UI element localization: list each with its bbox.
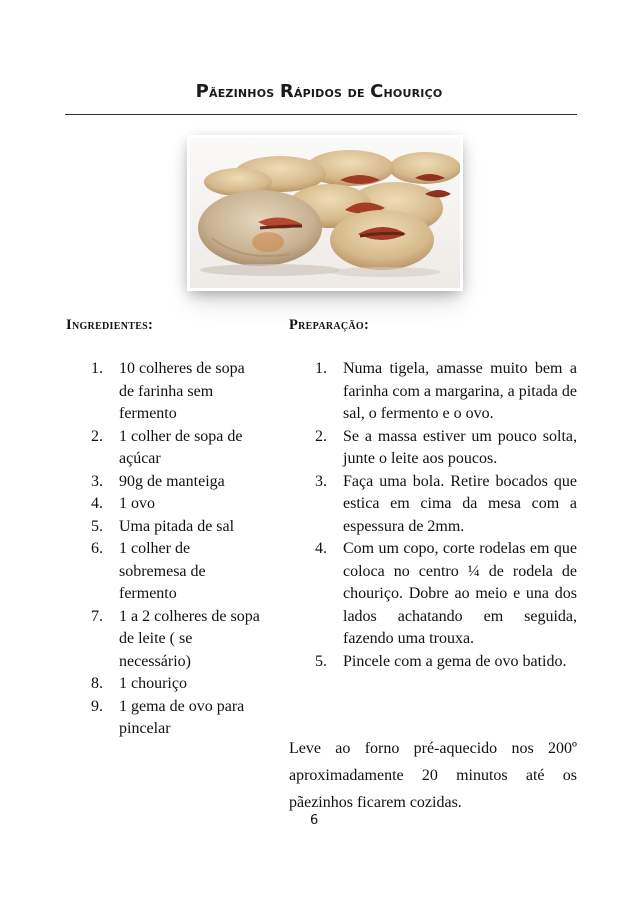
list-item (91, 471, 261, 494)
item-number: 2. (91, 427, 103, 445)
preparation-heading: Preparação: (289, 317, 370, 333)
list-item (91, 696, 261, 741)
list-item (91, 673, 261, 696)
step-text: Numa tigela, amasse muito bem a farinha com a margarina, a pitada de sal, o fermento e o ovo. (343, 360, 577, 422)
item-text: 1 a 2 colheres de sopa de leite ( se necessário) (119, 607, 260, 670)
item-text: Uma pitada de sal (119, 517, 235, 535)
list-item (315, 538, 577, 651)
ingredients-heading: Ingredientes: (66, 317, 154, 333)
item-text: 10 colheres de sopa de farinha sem fermento (119, 360, 245, 422)
list-item (315, 471, 577, 539)
item-text: 1 chouriço (119, 675, 187, 692)
item-number: 8. (91, 675, 103, 692)
list-item (315, 426, 577, 471)
item-number: 3. (91, 472, 103, 490)
step-number: 4. (315, 540, 327, 557)
bread-rolls-photo (190, 138, 460, 288)
page-title (0, 81, 638, 102)
item-number: 5. (91, 517, 103, 535)
list-item (315, 358, 577, 426)
item-number: 6. (91, 540, 103, 557)
title-initial: P (195, 81, 209, 102)
step-number: 1. (315, 360, 327, 377)
title-underline (65, 114, 577, 115)
title-word: de (347, 83, 365, 101)
step-text: Pincele com a gema de ovo batido. (343, 652, 567, 670)
list-item (91, 493, 261, 516)
title-initial: C (370, 81, 384, 102)
title-word: ápidos (293, 83, 343, 101)
step-number: 5. (315, 652, 327, 670)
ingredients-list (91, 358, 261, 741)
item-number: 9. (91, 697, 103, 715)
item-number: 1. (91, 360, 103, 377)
list-item (91, 426, 261, 471)
closing-paragraph: Leve ao forno pré-aquecido nos 200º aproximadamente 20 minutos até os pãezinhos ficarem cozidas. (289, 740, 577, 811)
list-item (91, 516, 261, 539)
list-item (91, 538, 261, 606)
item-text: 1 colher de sopa de açúcar (119, 427, 243, 467)
step-text: Com um copo, corte rodelas em que coloca no centro ¼ de rodela de chouriço. Dobre ao meio e una dos lados achatando em seguida, fazendo uma trouxa. (343, 540, 577, 647)
step-number: 3. (315, 472, 327, 490)
list-item (91, 358, 261, 426)
preparation-list (315, 358, 577, 673)
item-number: 7. (91, 607, 103, 625)
step-number: 2. (315, 427, 327, 445)
title-initial: R (279, 81, 294, 102)
title-word: ãezinhos (209, 83, 275, 101)
list-item (315, 651, 577, 674)
step-text: Se a massa estiver um pouco solta, junte o leite aos poucos. (343, 427, 577, 467)
list-item (91, 606, 261, 674)
title-word: houriço (383, 83, 443, 101)
page-number: 6 (310, 813, 319, 828)
item-text: 1 ovo (119, 495, 155, 512)
item-text: 90g de manteiga (119, 472, 225, 490)
item-text: 1 gema de ovo para pincelar (119, 697, 245, 737)
item-number: 4. (91, 495, 103, 512)
item-text: 1 colher de sobremesa de fermento (119, 540, 206, 602)
step-text: Faça uma bola. Retire bocados que estica em cima da mesa com a espessura de 2mm. (343, 472, 577, 535)
